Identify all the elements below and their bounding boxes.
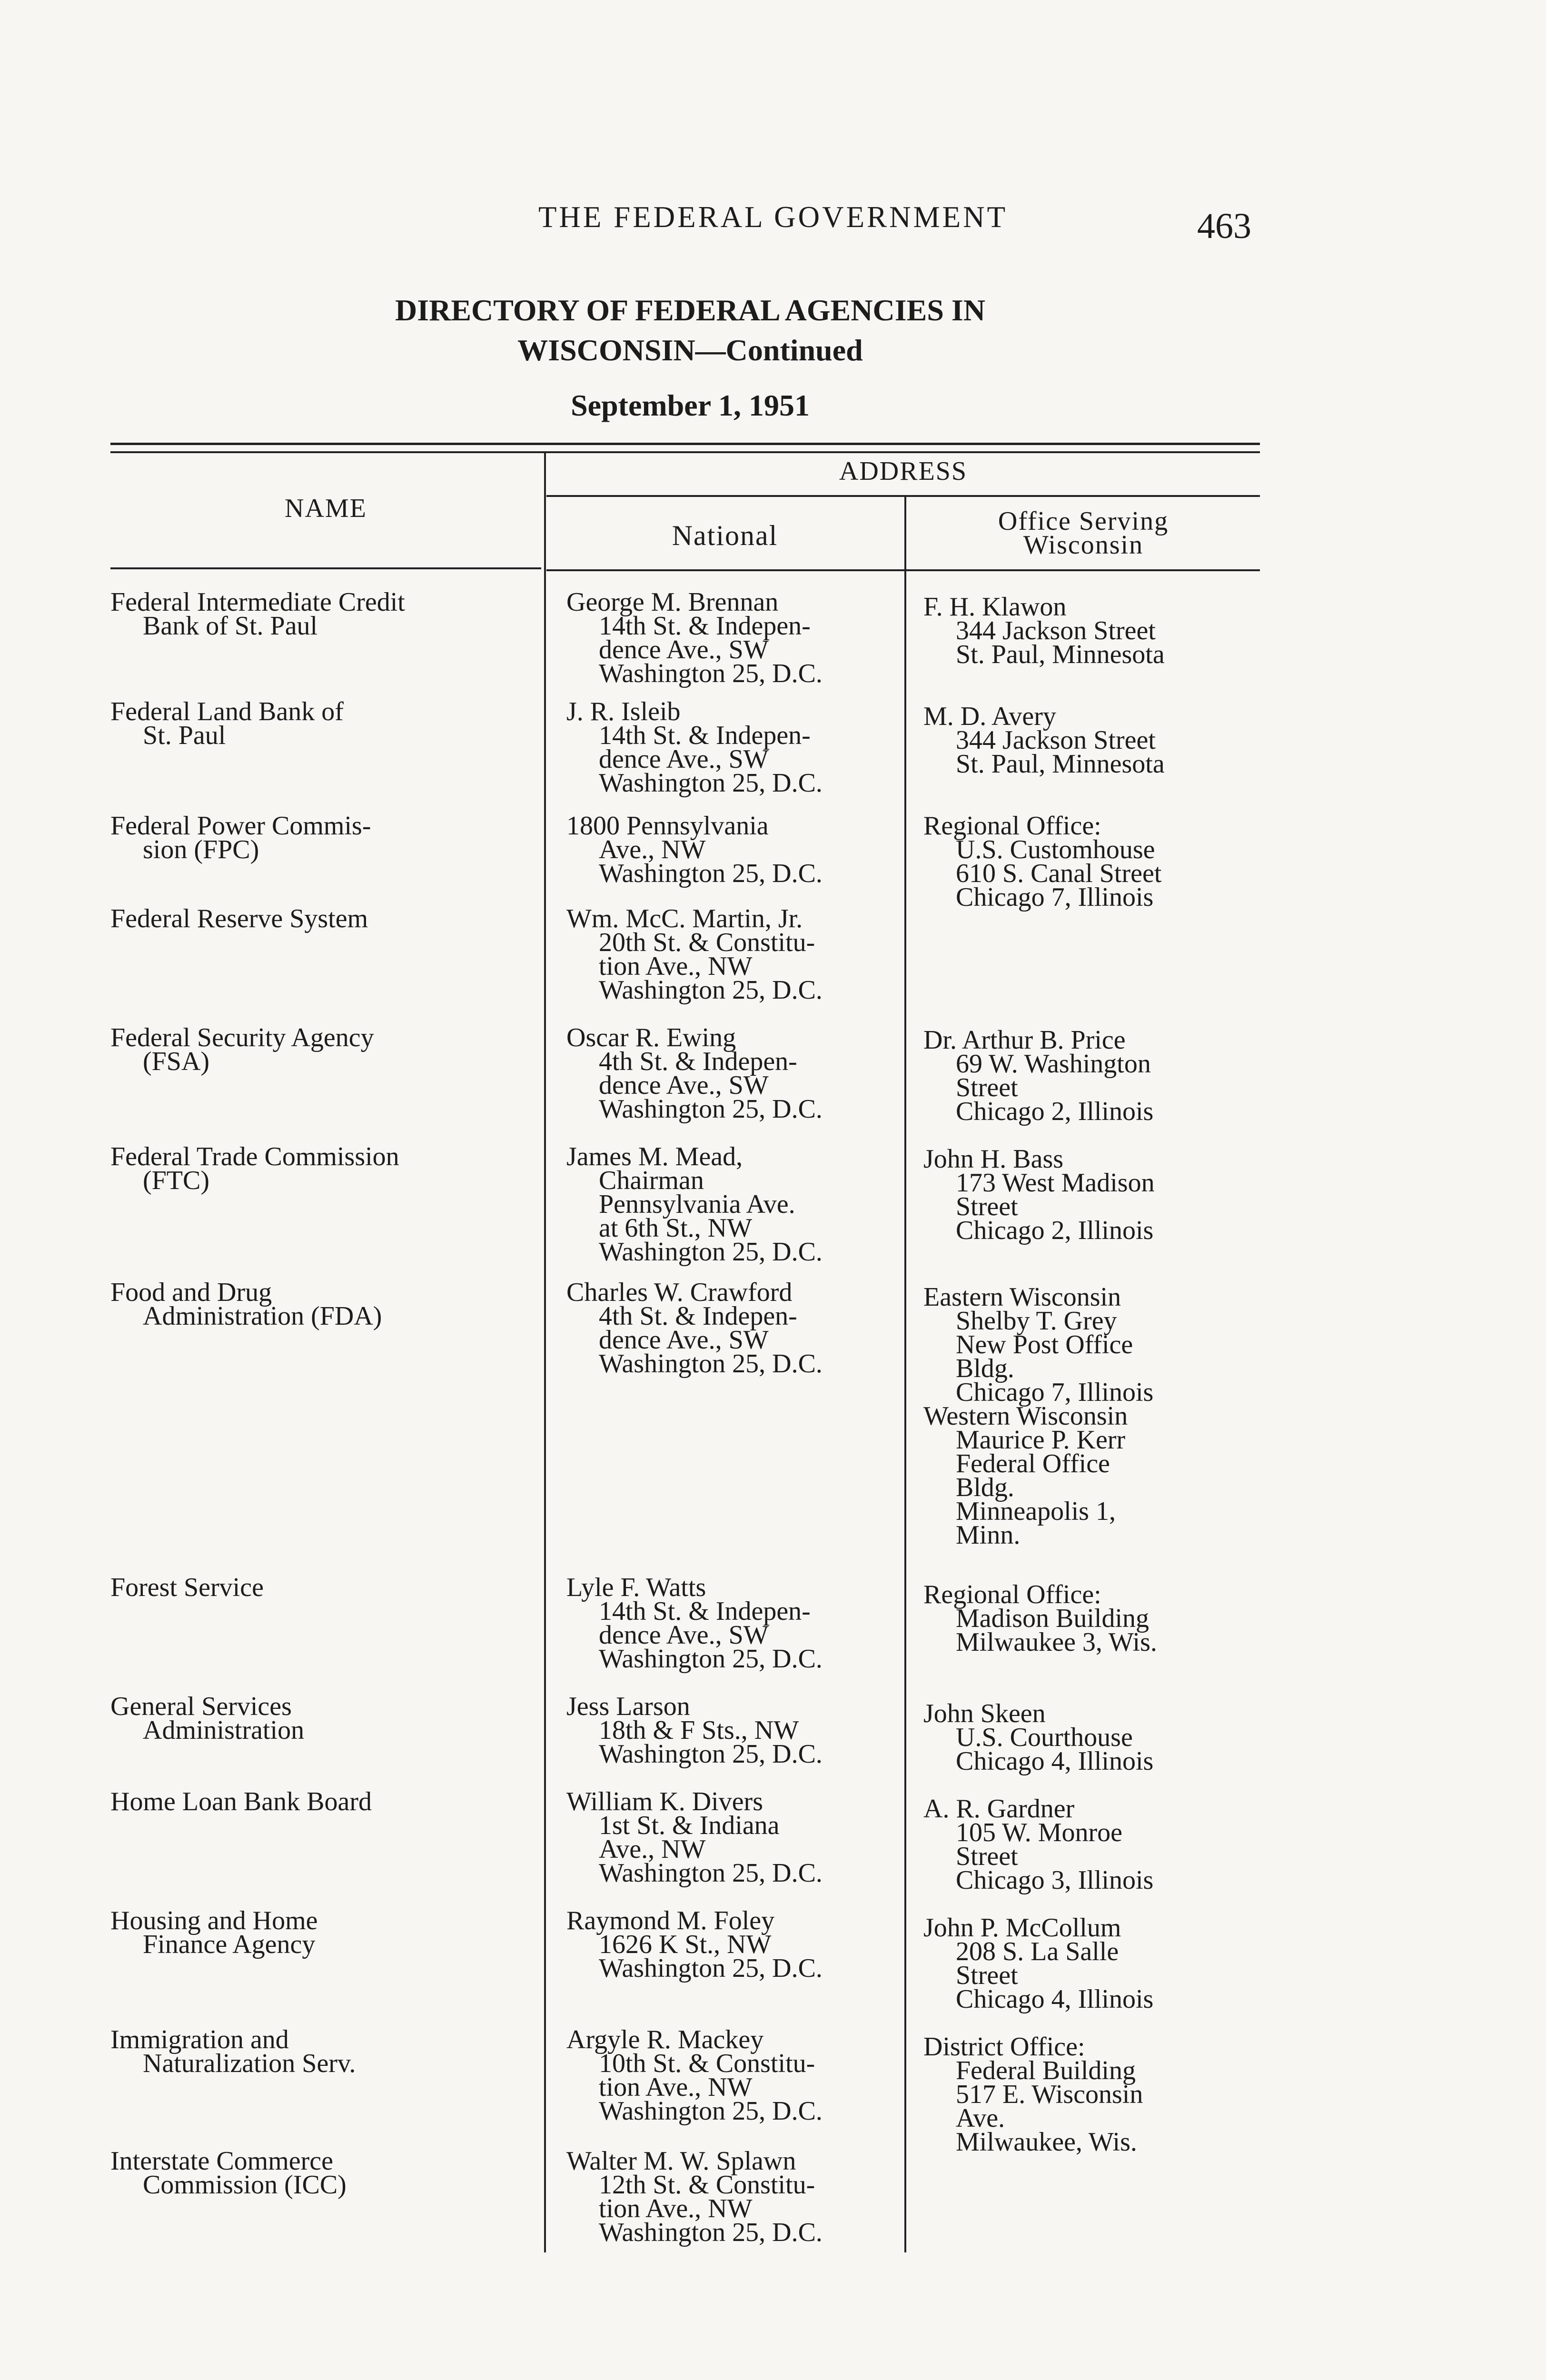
header-office (907, 506, 1260, 560)
page-number: 463 (1197, 206, 1251, 246)
national-line: Argyle R. Mackey (566, 2025, 764, 2054)
name-cell (110, 811, 371, 864)
office-line: Chicago 2, Illinois (956, 1216, 1154, 1245)
national-line: William K. Divers (566, 1787, 763, 1816)
name-line: Housing and Home (110, 1906, 318, 1935)
national-line: 4th St. & Indepen- (599, 1301, 797, 1331)
office-line: Federal Building (956, 2056, 1136, 2085)
office-cell (923, 702, 1165, 779)
national-line: Washington 25, D.C. (599, 1349, 823, 1378)
office-line: Madison Building (956, 1604, 1150, 1633)
name-line: (FSA) (143, 1047, 210, 1076)
national-cell (566, 1023, 823, 1124)
office-line: 208 S. La Salle (956, 1937, 1119, 1966)
national-cell (566, 2146, 823, 2247)
name-line: Immigration and (110, 2025, 289, 2054)
office-line: Minneapolis 1, (956, 1497, 1116, 1526)
national-line: Washington 25, D.C. (599, 1954, 823, 1983)
name-line: Administration (FDA) (143, 1301, 382, 1331)
name-cell (110, 904, 368, 933)
name-line: Commission (ICC) (143, 2170, 347, 2200)
office-line: Street (956, 1192, 1018, 1221)
national-line: Washington 25, D.C. (599, 659, 823, 688)
national-line: 4th St. & Indepen- (599, 1047, 797, 1076)
name-line: Naturalization Serv. (143, 2049, 356, 2078)
office-line: St. Paul, Minnesota (956, 749, 1165, 779)
national-line: Washington 25, D.C. (599, 975, 823, 1005)
national-line: 1626 K St., NW (599, 1930, 772, 1959)
national-line: dence Ave., SW (599, 1071, 769, 1100)
national-line: 14th St. & Indepen- (599, 721, 811, 750)
header-office-line-2: Wisconsin (1023, 530, 1144, 560)
office-cell (923, 592, 1165, 669)
name-line: (FTC) (143, 1166, 209, 1195)
office-line: Chicago 7, Illinois (956, 1378, 1154, 1407)
office-cell (923, 1794, 1154, 1895)
national-line: Pennsylvania Ave. (599, 1190, 795, 1219)
name-line: Interstate Commerce (110, 2146, 334, 2176)
office-line: Chicago 4, Illinois (956, 1746, 1154, 1776)
office-cell (923, 1913, 1154, 2014)
header-office-line-1: Office Serving (998, 506, 1169, 536)
national-line: 14th St. & Indepen- (599, 1597, 811, 1626)
national-line: James M. Mead, (566, 1142, 743, 1171)
title-line-1: DIRECTORY OF FEDERAL AGENCIES IN (395, 293, 986, 327)
office-line: M. D. Avery (923, 702, 1056, 731)
office-line: Dr. Arthur B. Price (923, 1025, 1126, 1055)
office-line: Street (956, 1961, 1018, 1990)
office-line: 69 W. Washington (956, 1049, 1151, 1079)
name-cell (110, 1906, 318, 1959)
national-line: Washington 25, D.C. (599, 1858, 823, 1888)
office-line: Chicago 3, Illinois (956, 1865, 1154, 1895)
name-cell (110, 1787, 372, 1816)
office-line: Eastern Wisconsin (923, 1282, 1121, 1312)
national-cell (566, 1906, 823, 1983)
page-title (0, 290, 1380, 370)
national-line: dence Ave., SW (599, 1325, 769, 1355)
name-cell (110, 1573, 264, 1602)
national-line: Wm. McC. Martin, Jr. (566, 904, 803, 933)
office-line: John Skeen (923, 1699, 1046, 1728)
header-national: National (672, 520, 778, 551)
office-line: Chicago 7, Illinois (956, 883, 1154, 912)
office-line: John P. McCollum (923, 1913, 1121, 1943)
address-rule (546, 495, 1260, 497)
header-name: NAME (285, 494, 367, 523)
name-line: Forest Service (110, 1573, 264, 1602)
header-bottom-rule-left (110, 567, 541, 569)
name-line: Home Loan Bank Board (110, 1787, 372, 1816)
national-cell (566, 1787, 823, 1888)
national-line: Oscar R. Ewing (566, 1023, 736, 1052)
office-line: Street (956, 1842, 1018, 1871)
name-line: Federal Intermediate Credit (110, 587, 405, 617)
national-cell (566, 1280, 823, 1376)
office-cell (923, 2032, 1143, 2157)
column-divider-1 (544, 452, 546, 2252)
office-cell (923, 1025, 1154, 1126)
office-line: 173 West Madison (956, 1168, 1155, 1198)
national-line: Washington 25, D.C. (599, 1237, 823, 1267)
office-line: Bldg. (956, 1354, 1014, 1383)
office-cell (923, 1144, 1155, 1245)
national-cell (566, 904, 823, 1005)
office-line: Ave. (956, 2103, 1005, 2133)
national-line: Washington 25, D.C. (599, 859, 823, 888)
office-line: Federal Office (956, 1449, 1110, 1478)
office-line: Regional Office: (923, 1580, 1101, 1609)
office-line: 344 Jackson Street (956, 616, 1156, 645)
date-line: September 1, 1951 (571, 388, 810, 422)
office-line: Maurice P. Kerr (956, 1425, 1126, 1455)
national-line: dence Ave., SW (599, 635, 769, 664)
national-line: Washington 25, D.C. (599, 1644, 823, 1674)
name-line: Food and Drug (110, 1278, 272, 1307)
name-line: St. Paul (143, 721, 226, 750)
office-line: F. H. Klawon (923, 592, 1067, 622)
office-line: District Office: (923, 2032, 1085, 2062)
name-cell (110, 1278, 382, 1331)
national-cell (566, 811, 823, 888)
national-cell (566, 697, 823, 798)
name-line: Federal Land Bank of (110, 697, 344, 726)
national-line: Walter M. W. Splawn (566, 2146, 796, 2176)
title-line-2: WISCONSIN—Continued (517, 333, 863, 367)
national-line: George M. Brennan (566, 587, 779, 617)
name-cell (110, 1142, 399, 1195)
office-line: Milwaukee, Wis. (956, 2127, 1137, 2157)
running-head: THE FEDERAL GOVERNMENT (538, 200, 1008, 234)
name-cell (110, 697, 344, 750)
name-cell (110, 587, 405, 641)
name-line: Bank of St. Paul (143, 611, 318, 641)
national-line: tion Ave., NW (599, 2073, 753, 2102)
office-cell (923, 811, 1162, 912)
name-cell (110, 1023, 374, 1076)
national-line: Ave., NW (599, 1835, 706, 1864)
national-line: tion Ave., NW (599, 2194, 753, 2223)
national-line: 18th & F Sts., NW (599, 1716, 799, 1745)
national-cell (566, 2025, 823, 2126)
national-line: 14th St. & Indepen- (599, 611, 811, 641)
office-line: Western Wisconsin (923, 1401, 1128, 1431)
office-line: Milwaukee 3, Wis. (956, 1627, 1157, 1657)
office-line: Chicago 2, Illinois (956, 1097, 1154, 1126)
national-line: Jess Larson (566, 1692, 690, 1721)
name-line: sion (FPC) (143, 835, 259, 864)
office-line: Shelby T. Grey (956, 1306, 1117, 1336)
national-line: Charles W. Crawford (566, 1278, 793, 1307)
national-line: Washington 25, D.C. (599, 1739, 823, 1769)
national-line: Washington 25, D.C. (599, 2218, 823, 2247)
national-line: Raymond M. Foley (566, 1906, 775, 1935)
national-line: Ave., NW (599, 835, 706, 864)
name-line: Finance Agency (143, 1930, 316, 1959)
office-line: 517 E. Wisconsin (956, 2080, 1143, 2109)
top-double-rule-a (110, 443, 1260, 445)
office-line: U.S. Courthouse (956, 1723, 1133, 1752)
national-line: at 6th St., NW (599, 1213, 752, 1243)
header-address: ADDRESS (839, 456, 968, 486)
name-line: General Services (110, 1692, 292, 1721)
office-line: St. Paul, Minnesota (956, 640, 1165, 669)
name-cell (110, 2025, 356, 2078)
office-line: U.S. Customhouse (956, 835, 1155, 864)
national-line: 1800 Pennsylvania (566, 811, 769, 841)
office-line: Bldg. (956, 1473, 1014, 1502)
national-line: 12th St. & Constitu- (599, 2170, 815, 2200)
name-line: Federal Security Agency (110, 1023, 374, 1052)
office-cell (923, 1699, 1154, 1776)
name-cell (110, 1692, 305, 1745)
national-line: Lyle F. Watts (566, 1573, 706, 1602)
national-line: 1st St. & Indiana (599, 1811, 780, 1840)
national-line: Chairman (599, 1166, 704, 1195)
name-line: Federal Power Commis- (110, 811, 371, 841)
national-line: Washington 25, D.C. (599, 768, 823, 798)
national-cell (566, 1142, 823, 1267)
name-line: Administration (143, 1716, 305, 1745)
office-line: 610 S. Canal Street (956, 859, 1162, 888)
national-line: 20th St. & Constitu- (599, 928, 815, 957)
national-line: Washington 25, D.C. (599, 2096, 823, 2126)
office-line: 105 W. Monroe (956, 1818, 1122, 1847)
office-line: New Post Office (956, 1330, 1133, 1359)
national-cell (566, 587, 823, 688)
office-cell (923, 1580, 1157, 1657)
national-line: tion Ave., NW (599, 952, 753, 981)
office-line: Minn. (956, 1520, 1021, 1550)
national-line: Washington 25, D.C. (599, 1094, 823, 1124)
national-cell (566, 1692, 823, 1769)
national-line: J. R. Isleib (566, 697, 681, 726)
office-line: Street (956, 1073, 1018, 1102)
office-cell (923, 1282, 1154, 1550)
office-line: Regional Office: (923, 811, 1101, 841)
name-line: Federal Trade Commission (110, 1142, 399, 1171)
national-line: dence Ave., SW (599, 1620, 769, 1650)
header-bottom-rule-right (546, 569, 1260, 571)
top-double-rule-b (110, 451, 1260, 453)
office-line: 344 Jackson Street (956, 725, 1156, 755)
name-line: Federal Reserve System (110, 904, 368, 933)
national-line: dence Ave., SW (599, 744, 769, 774)
national-line: 10th St. & Constitu- (599, 2049, 815, 2078)
name-cell (110, 2146, 347, 2200)
national-cell (566, 1573, 823, 1674)
office-line: Chicago 4, Illinois (956, 1984, 1154, 2014)
office-line: A. R. Gardner (923, 1794, 1075, 1824)
office-line: John H. Bass (923, 1144, 1064, 1174)
column-divider-2 (904, 497, 906, 2252)
